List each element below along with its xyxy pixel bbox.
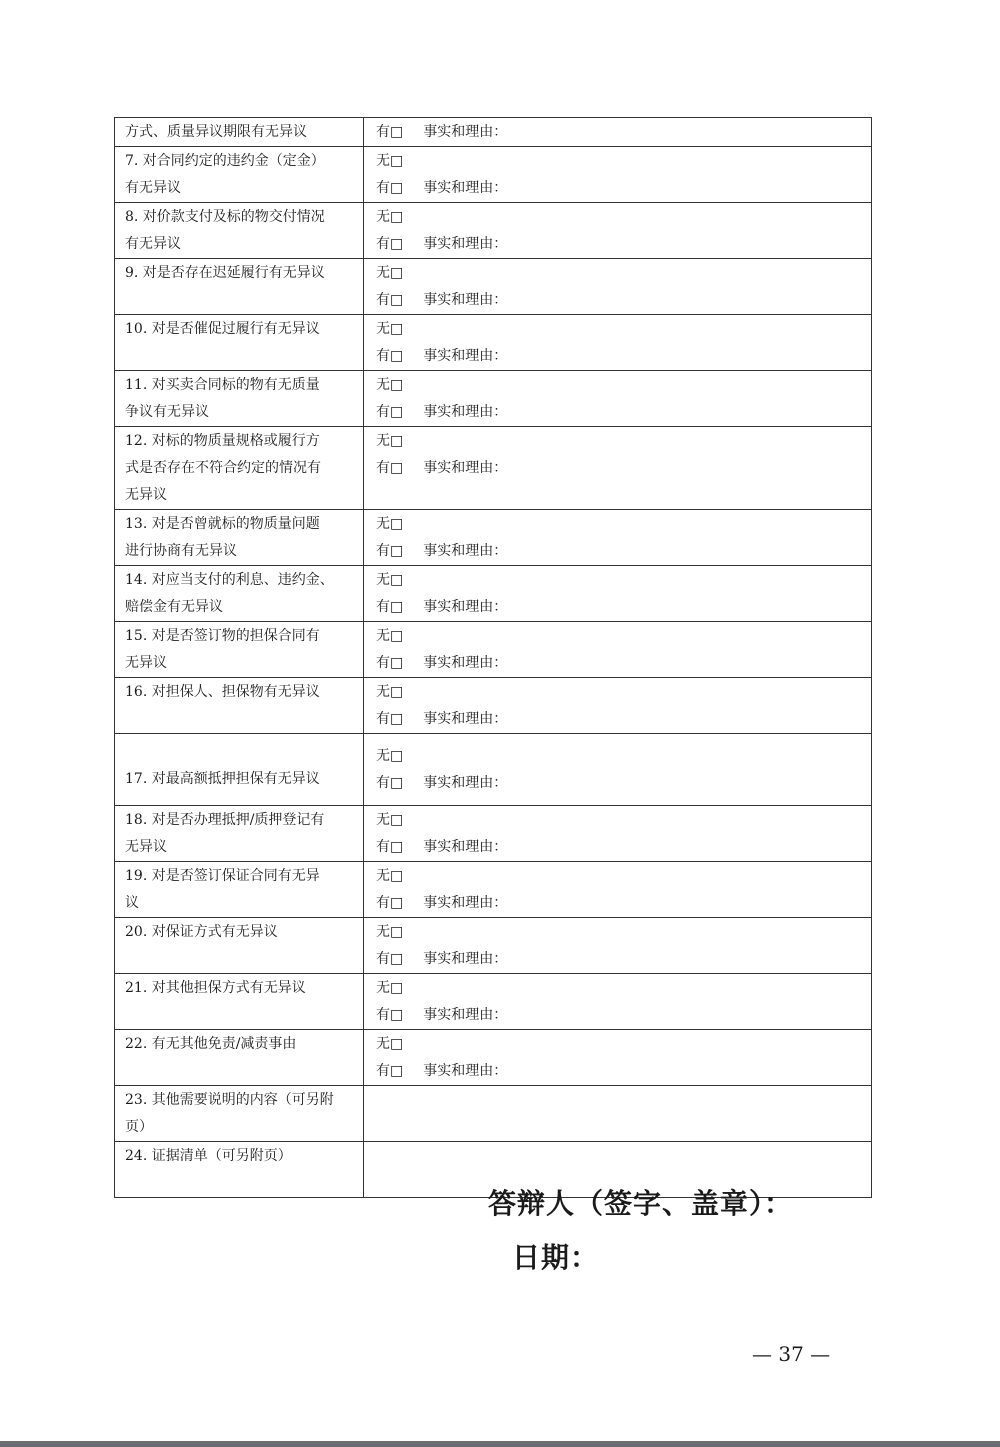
- answer-line: [376, 594, 871, 621]
- answer-cell[interactable]: [364, 806, 872, 862]
- no-checkbox[interactable]: 无□: [376, 516, 404, 532]
- form-row: [115, 1086, 872, 1142]
- yes-checkbox[interactable]: 有□: [376, 655, 404, 671]
- no-checkbox[interactable]: 无□: [376, 684, 404, 700]
- yes-checkbox[interactable]: 有□: [376, 236, 404, 252]
- facts-reasons-label: 事实和理由：: [423, 543, 508, 559]
- question-text: 无异议: [125, 839, 167, 855]
- form-row: [115, 371, 872, 427]
- answer-cell[interactable]: [364, 862, 872, 918]
- no-checkbox[interactable]: 无□: [376, 868, 404, 884]
- yes-checkbox[interactable]: 有□: [376, 895, 404, 911]
- question-cell: [115, 315, 364, 371]
- no-checkbox[interactable]: 无□: [376, 209, 404, 225]
- question-text: 18. 对是否办理抵押/质押登记有: [125, 812, 325, 828]
- form-row: [115, 510, 872, 566]
- page-number: — 37 —: [752, 1342, 831, 1366]
- form-row: [115, 315, 872, 371]
- no-checkbox[interactable]: 无□: [376, 572, 404, 588]
- no-checkbox[interactable]: 无□: [376, 265, 404, 281]
- answer-line: [376, 538, 871, 565]
- answer-cell[interactable]: [364, 371, 872, 427]
- form-row: [115, 566, 872, 622]
- yes-checkbox[interactable]: 有□: [376, 180, 404, 196]
- date-label: 日期：: [512, 1241, 600, 1274]
- question-cell: [115, 622, 364, 678]
- facts-reasons-label: 事实和理由：: [423, 124, 508, 140]
- facts-reasons-label: 事实和理由：: [423, 404, 508, 420]
- question-text: 12. 对标的物质量规格或履行方: [125, 433, 320, 449]
- facts-reasons-label: 事实和理由：: [423, 348, 508, 364]
- question-text: 8. 对价款支付及标的物交付情况: [125, 209, 325, 225]
- question-text: 23. 其他需要说明的内容（可另附: [125, 1092, 334, 1108]
- yes-checkbox[interactable]: 有□: [376, 543, 404, 559]
- form-row: [115, 1030, 872, 1086]
- answer-cell[interactable]: [364, 203, 872, 259]
- question-text: 13. 对是否曾就标的物质量问题: [125, 516, 320, 532]
- question-cell: [115, 510, 364, 566]
- question-text: 9. 对是否存在迟延履行有无异议: [125, 265, 325, 281]
- answer-line: [376, 1002, 871, 1029]
- form-row: [115, 147, 872, 203]
- question-text: 16. 对担保人、担保物有无异议: [125, 684, 320, 700]
- yes-checkbox[interactable]: 有□: [376, 839, 404, 855]
- question-text: 21. 对其他担保方式有无异议: [125, 980, 306, 996]
- answer-line: [376, 946, 871, 973]
- yes-checkbox[interactable]: 有□: [376, 460, 404, 476]
- question-text: 议: [125, 895, 139, 911]
- question-text: 争议有无异议: [125, 404, 209, 420]
- question-text: 方式、质量异议期限有无异议: [125, 124, 307, 140]
- no-checkbox[interactable]: 无□: [376, 153, 404, 169]
- question-cell: [115, 259, 364, 315]
- yes-checkbox[interactable]: 有□: [376, 599, 404, 615]
- answer-cell[interactable]: [364, 259, 872, 315]
- no-checkbox[interactable]: 无□: [376, 433, 404, 449]
- question-text: 15. 对是否签订物的担保合同有: [125, 628, 320, 644]
- form-row: [115, 806, 872, 862]
- question-text: 无异议: [125, 487, 167, 503]
- answer-cell[interactable]: [364, 918, 872, 974]
- question-cell: [115, 1086, 364, 1142]
- facts-reasons-label: 事实和理由：: [423, 711, 508, 727]
- question-cell: [115, 203, 364, 259]
- defense-form-table: [114, 117, 872, 1198]
- yes-checkbox[interactable]: 有□: [376, 404, 404, 420]
- answer-cell[interactable]: [364, 427, 872, 510]
- question-cell: [115, 427, 364, 510]
- form-row: [115, 118, 872, 147]
- answer-line: [376, 770, 871, 797]
- answer-cell[interactable]: [364, 734, 872, 806]
- yes-checkbox[interactable]: 有□: [376, 124, 404, 140]
- facts-reasons-label: 事实和理由：: [423, 292, 508, 308]
- answer-cell[interactable]: [364, 566, 872, 622]
- facts-reasons-label: 事实和理由：: [423, 460, 508, 476]
- answer-line: [376, 287, 871, 314]
- yes-checkbox[interactable]: 有□: [376, 1007, 404, 1023]
- question-cell: [115, 806, 364, 862]
- answer-line: [376, 1058, 871, 1085]
- answer-cell[interactable]: [364, 678, 872, 734]
- no-checkbox[interactable]: 无□: [376, 812, 404, 828]
- question-text: 无异议: [125, 655, 167, 671]
- answer-line: [376, 231, 871, 258]
- question-text: 页）: [125, 1119, 153, 1135]
- facts-reasons-label: 事实和理由：: [423, 775, 508, 791]
- facts-reasons-label: 事实和理由：: [423, 895, 508, 911]
- question-text: 19. 对是否签订保证合同有无异: [125, 868, 320, 884]
- form-row: [115, 259, 872, 315]
- form-row: [115, 427, 872, 510]
- no-checkbox[interactable]: 无□: [376, 377, 404, 393]
- answer-line: [376, 119, 871, 146]
- answer-line: [376, 455, 871, 482]
- answer-line: [376, 890, 871, 917]
- yes-checkbox[interactable]: 有□: [376, 348, 404, 364]
- question-text: 24. 证据清单（可另附页）: [125, 1148, 292, 1164]
- question-cell: [115, 678, 364, 734]
- no-checkbox[interactable]: 无□: [376, 924, 404, 940]
- signer-signature-label: 答辩人（签字、盖章）：: [488, 1187, 794, 1220]
- question-text: 有无异议: [125, 180, 181, 196]
- answer-line: [376, 399, 871, 426]
- question-text: 11. 对买卖合同标的物有无质量: [125, 377, 320, 393]
- question-text: 22. 有无其他免责/减责事由: [125, 1036, 297, 1052]
- facts-reasons-label: 事实和理由：: [423, 236, 508, 252]
- facts-reasons-label: 事实和理由：: [423, 599, 508, 615]
- answer-cell[interactable]: [364, 1030, 872, 1086]
- question-cell: [115, 566, 364, 622]
- question-cell: [115, 862, 364, 918]
- no-checkbox[interactable]: 无□: [376, 321, 404, 337]
- question-text: 10. 对是否催促过履行有无异议: [125, 321, 320, 337]
- facts-reasons-label: 事实和理由：: [423, 951, 508, 967]
- question-text: 20. 对保证方式有无异议: [125, 924, 278, 940]
- form-row: [115, 734, 872, 806]
- answer-cell[interactable]: [364, 118, 872, 147]
- answer-cell[interactable]: [364, 315, 872, 371]
- question-cell: [115, 974, 364, 1030]
- form-row: [115, 678, 872, 734]
- question-cell: [115, 1142, 364, 1198]
- answer-cell[interactable]: [364, 510, 872, 566]
- question-cell: [115, 118, 364, 147]
- question-cell: [115, 147, 364, 203]
- no-checkbox[interactable]: 无□: [376, 748, 404, 764]
- question-text: 7. 对合同约定的违约金（定金）: [125, 153, 325, 169]
- yes-checkbox[interactable]: 有□: [376, 775, 404, 791]
- question-text: 17. 对最高额抵押担保有无异议: [125, 771, 320, 787]
- facts-reasons-label: 事实和理由：: [423, 655, 508, 671]
- answer-line: [376, 706, 871, 733]
- no-checkbox[interactable]: 无□: [376, 628, 404, 644]
- question-cell: [115, 918, 364, 974]
- yes-checkbox[interactable]: 有□: [376, 951, 404, 967]
- question-text: 进行协商有无异议: [125, 543, 237, 559]
- answer-line: [376, 343, 871, 370]
- question-cell: [115, 371, 364, 427]
- question-cell: [115, 734, 364, 806]
- no-checkbox[interactable]: 无□: [376, 1036, 404, 1052]
- yes-checkbox[interactable]: 有□: [376, 1063, 404, 1079]
- question-text: 赔偿金有无异议: [125, 599, 223, 615]
- answer-cell: [364, 1086, 872, 1142]
- form-row: [115, 203, 872, 259]
- form-body: [115, 118, 872, 1198]
- form-row: [115, 918, 872, 974]
- no-checkbox[interactable]: 无□: [376, 980, 404, 996]
- answer-cell[interactable]: [364, 974, 872, 1030]
- facts-reasons-label: 事实和理由：: [423, 839, 508, 855]
- form-row: [115, 974, 872, 1030]
- question-text: 有无异议: [125, 236, 181, 252]
- yes-checkbox[interactable]: 有□: [376, 292, 404, 308]
- yes-checkbox[interactable]: 有□: [376, 711, 404, 727]
- answer-cell[interactable]: [364, 147, 872, 203]
- answer-line: [376, 834, 871, 861]
- question-text: 式是否存在不符合约定的情况有: [125, 460, 321, 476]
- facts-reasons-label: 事实和理由：: [423, 1063, 508, 1079]
- form-row: [115, 862, 872, 918]
- question-cell: [115, 1030, 364, 1086]
- answer-line: [376, 175, 871, 202]
- facts-reasons-label: 事实和理由：: [423, 180, 508, 196]
- scan-edge: [0, 1441, 1000, 1447]
- question-text: 14. 对应当支付的利息、违约金、: [125, 572, 334, 588]
- facts-reasons-label: 事实和理由：: [423, 1007, 508, 1023]
- answer-cell[interactable]: [364, 622, 872, 678]
- answer-line: [376, 650, 871, 677]
- form-row: [115, 622, 872, 678]
